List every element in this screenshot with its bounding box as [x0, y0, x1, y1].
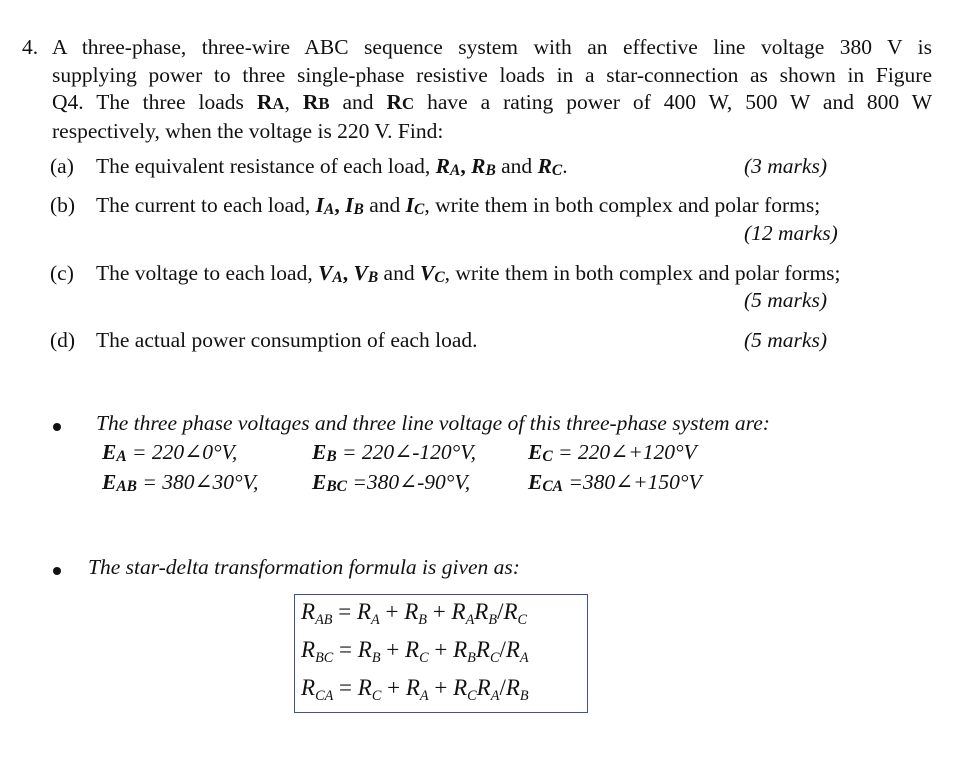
part-d-marks: (5 marks)	[744, 328, 827, 352]
bullet-2-heading: The star-delta transformation formula is given as:	[88, 555, 520, 579]
part-a-label: (a)	[50, 154, 74, 178]
part-d-label: (d)	[50, 328, 76, 352]
formula-rca: $R_{CA} = R_C + R_A + R_CR_A/R_B$	[301, 675, 529, 704]
question-intro	[22, 34, 932, 145]
intro-line-3: Q4. The three loads RA, RB and RC have a rating power of 400 W, 500 W and 800 W	[52, 90, 933, 114]
part-c-marks: (5 marks)	[744, 288, 827, 312]
phase-voltage-c: EC = 220∠+120°V	[528, 440, 697, 465]
part-c-label: (c)	[50, 261, 74, 285]
phase-voltage-a: EA = 220∠0°V,	[102, 440, 238, 465]
question-body	[52, 34, 932, 145]
question-number: 4.	[22, 35, 39, 59]
intro-line-4: respectively, when the voltage is 220 V. Find:	[52, 118, 444, 143]
part-c-text: The voltage to each load, VA, VB and VC, write them in both complex and polar forms;	[96, 261, 841, 286]
bullet-1-heading: The three phase voltages and three line voltage of this three-phase system are:	[96, 411, 770, 435]
line-voltage-ab: EAB = 380∠30°V,	[102, 470, 259, 495]
line-voltage-bc: EBC =380∠-90°V,	[312, 470, 471, 495]
part-d-text: The actual power consumption of each load.	[96, 328, 478, 352]
part-a-text: The equivalent resistance of each load, RA, RB and RC.	[96, 154, 568, 179]
part-a-marks: (3 marks)	[744, 154, 827, 178]
line-voltage-ca: ECA =380∠+150°V	[528, 470, 702, 495]
star-delta-formula-box	[294, 594, 588, 713]
bullet-2-dot	[53, 567, 61, 575]
part-b-text: The current to each load, IA, IB and IC, write them in both complex and polar forms;	[96, 193, 821, 218]
part-b-label: (b)	[50, 193, 76, 217]
phase-voltage-b: EB = 220∠-120°V,	[312, 440, 476, 465]
formula-rab: $R_{AB} = R_A + R_B + R_AR_B/R_C$	[301, 599, 528, 628]
formula-rbc: $R_{BC} = R_B + R_C + R_BR_C/R_A$	[301, 637, 529, 666]
intro-line-1: A three-phase, three-wire ABC sequence system with an effective line voltage 380 V is	[52, 35, 932, 59]
bullet-1-dot	[53, 423, 61, 431]
intro-line-2: supplying power to three single-phase resistive loads in a star-connection as shown in Figure	[52, 62, 932, 87]
part-b-marks: (12 marks)	[744, 221, 838, 245]
